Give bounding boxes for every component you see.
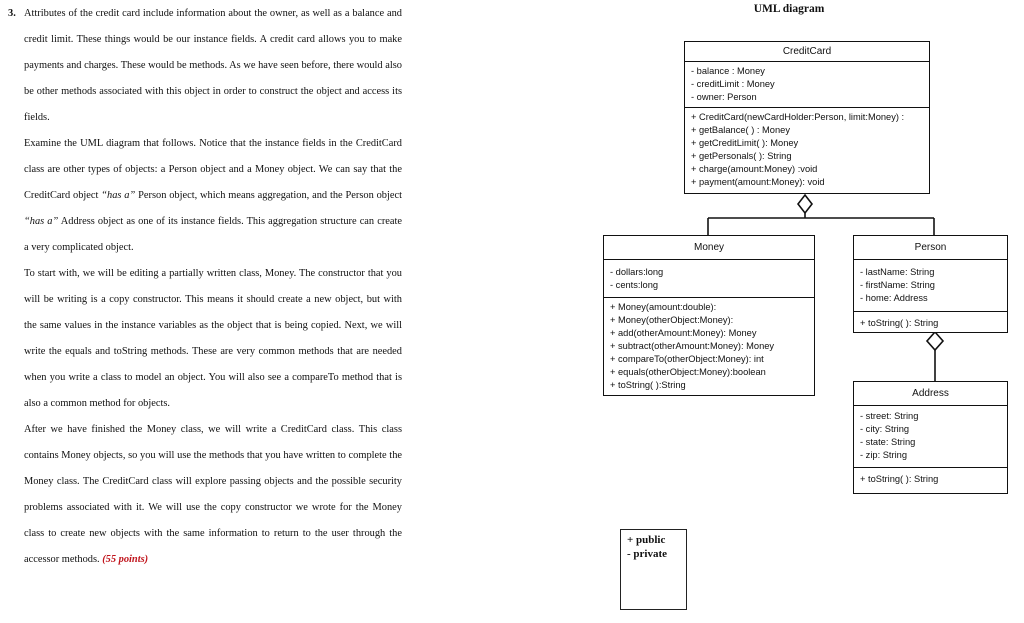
class-address <box>853 381 1008 494</box>
paragraph-uml-text-b: Person object, which means aggregation, and the Person object <box>135 190 402 201</box>
aggregation-diamond-creditcard <box>798 195 812 213</box>
field: - creditLimit : Money <box>691 79 775 89</box>
paragraph-uml-text-c: Address object as one of its instance fields. This aggregation structure can create a very complicated object. <box>24 216 402 253</box>
class-methods <box>604 298 814 395</box>
aggregation-diamond-person <box>927 332 943 350</box>
class-name: CreditCard <box>685 42 929 62</box>
method: + subtract(otherAmount:Money): Money <box>610 341 775 351</box>
visibility-legend <box>620 529 687 610</box>
field: - dollars:long <box>610 267 664 277</box>
points-label: (55 points) <box>102 554 149 565</box>
field: - firstName: String <box>860 280 935 290</box>
class-methods <box>854 468 1007 489</box>
field: - state: String <box>860 437 916 447</box>
field: - city: String <box>860 424 910 434</box>
field: - cents:long <box>610 280 659 290</box>
method: + Money(otherObject:Money): <box>610 315 734 325</box>
method: + add(otherAmount:Money): Money <box>610 328 757 338</box>
method: + toString( ): String <box>860 474 939 484</box>
class-name: Person <box>854 236 1007 260</box>
has-a-phrase: “has a” <box>101 190 136 201</box>
legend-public: + public <box>627 534 666 546</box>
method: + payment(amount:Money): void <box>691 177 825 187</box>
method: + equals(otherObject:Money):boolean <box>610 367 766 377</box>
class-fields <box>604 260 814 298</box>
class-methods <box>854 312 1007 333</box>
class-fields <box>854 260 1007 312</box>
method: + CreditCard(newCardHolder:Person, limit:Money) : <box>691 112 905 122</box>
method: + Money(amount:double): <box>610 302 717 312</box>
class-name: Money <box>604 236 814 260</box>
uml-diagram-title: UML diagram <box>753 3 825 15</box>
method: + toString( ): String <box>860 318 939 328</box>
class-fields <box>854 406 1007 468</box>
paragraph-uml-text-a: Examine the UML diagram that follows. Notice that the instance fields in the CreditCard class are other types of objects: a Person object and a Money object. We can say that the CreditCard object <box>24 138 402 201</box>
method: + getCreditLimit( ): Money <box>691 138 799 148</box>
class-person <box>853 235 1008 333</box>
field: - lastName: String <box>860 267 935 277</box>
class-fields <box>685 62 929 108</box>
field: - street: String <box>860 411 919 421</box>
paragraph-creditcard-text: After we have finished the Money class, we will write a CreditCard class. This class contains Money objects, so you will use the methods that you have written to complete the Money class. The CreditCard class will explore passing objects and the possible security problems associated with it. We will use the copy constructor we wrote for the Money class to create new objects with the same information to return to the user through the accessor methods. <box>24 424 402 565</box>
method: + getBalance( ) : Money <box>691 125 790 135</box>
field: - zip: String <box>860 450 908 460</box>
class-methods <box>685 108 929 192</box>
class-money <box>603 235 815 396</box>
field: - owner: Person <box>691 92 757 102</box>
legend-private: - private <box>627 548 668 560</box>
method: + charge(amount:Money) :void <box>691 164 818 174</box>
field: - home: Address <box>860 293 928 303</box>
class-name: Address <box>854 382 1007 406</box>
class-creditcard <box>684 41 930 194</box>
paragraph-money-text: To start with, we will be editing a partially written class, Money. The constructor that you will be writing is a copy constructor. This means it should create a new object, but with the same values in the instance variables as the object that is being copied. Next, we will write the equals and toString methods. These are very common methods that are needed when you write a class to model an object. You will also see a compareTo method that is also a common method for objects. <box>24 268 402 409</box>
field: - balance : Money <box>691 66 765 76</box>
question-number: 3. <box>8 8 16 19</box>
method: + toString( ):String <box>610 380 686 390</box>
method: + getPersonals( ): String <box>691 151 792 161</box>
method: + compareTo(otherObject:Money): int <box>610 354 764 364</box>
has-a-phrase: “has a” <box>24 216 59 227</box>
paragraph-intro-text: Attributes of the credit card include information about the owner, as well as a balance and credit limit. These things would be our instance fields. A credit card allows you to make payments and charges. These would be methods. As we have seen before, there would also be other methods associated with this object in order to construct the object and access its fields. <box>24 8 402 123</box>
